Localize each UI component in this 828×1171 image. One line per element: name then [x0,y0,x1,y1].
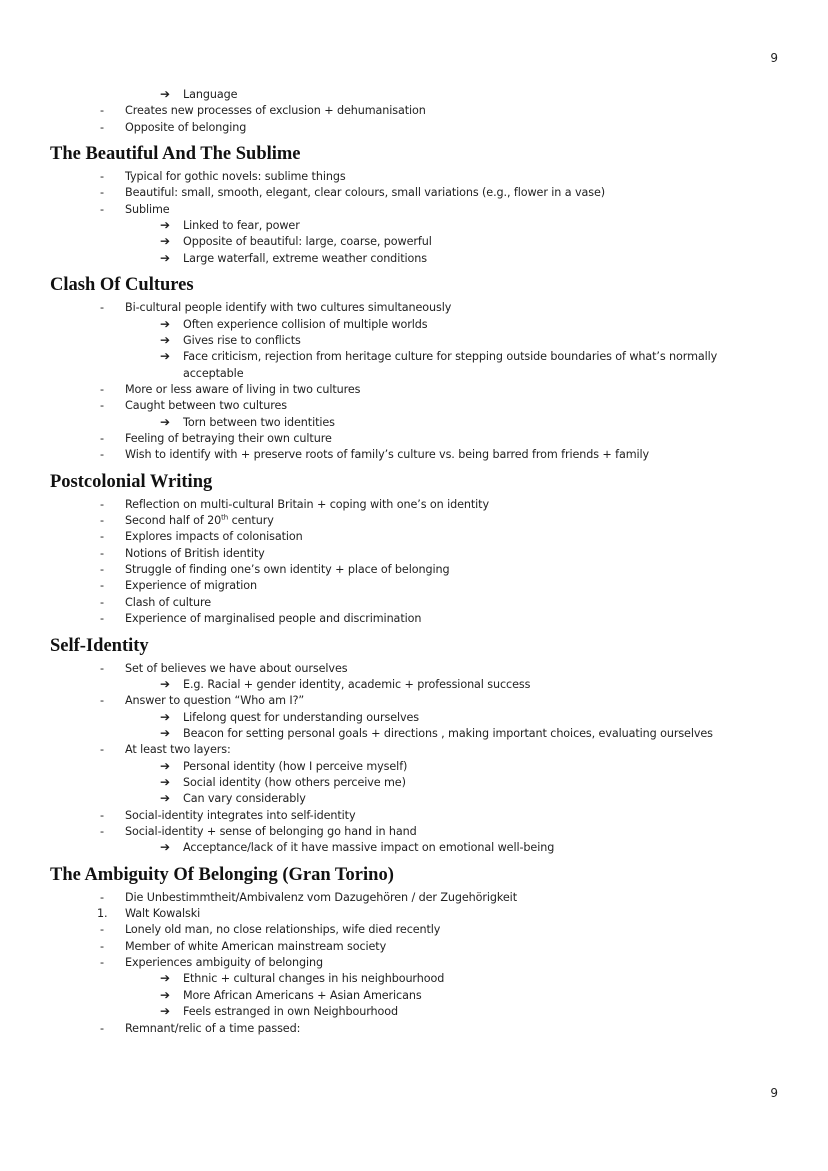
bullet-text: Beautiful: small, smooth, elegant, clear colours, small variations (e.g., flower in a vase) [125,186,606,200]
bullet-text: Caught between two cultures [125,399,287,413]
dash-marker: - [100,448,104,462]
bullet-text: Lonely old man, no close relationships, wife died recently [125,923,441,937]
bullet-text: Member of white American mainstream society [125,939,387,953]
bullet-text: Sublime [125,202,170,216]
bullet-text: Experience of migration [125,579,257,593]
arrow-right-icon: ➔ [160,774,170,789]
bullet-text: More or less aware of living in two cultures [125,382,361,396]
section-heading: The Ambiguity Of Belonging (Gran Torino) [50,864,394,885]
bullet-text: Wish to identify with + preserve roots of family’s culture vs. being barred from friends + family [125,448,650,462]
dash-marker: - [100,743,104,757]
bullet-text: Ethnic + cultural changes in his neighbourhood [183,972,445,986]
arrow-right-icon: ➔ [160,1004,170,1019]
dash-marker: - [100,694,104,708]
list-number: 1. [97,907,108,920]
bullet-text: E.g. Racial + gender identity, academic + professional success [183,677,531,691]
dash-marker: - [100,579,104,593]
bullet-text: Can vary considerably [183,792,306,806]
arrow-right-icon: ➔ [160,87,170,101]
bullet-text: Explores impacts of colonisation [125,530,303,544]
dash-marker: - [100,923,104,937]
dash-marker: - [100,808,104,822]
bullet-text: Beacon for setting personal goals + directions , making important choices, evaluating ourselves [183,726,713,740]
arrow-right-icon: ➔ [160,414,170,429]
bullet-text: Feels estranged in own Neighbourhood [183,1005,399,1019]
dash-marker: - [100,202,104,216]
bullet-text: At least two layers: [125,743,231,757]
arrow-right-icon: ➔ [160,791,170,806]
bullet-text-part: Second half of 20 [125,514,222,527]
bullet-text: Social-identity + sense of belonging go hand in hand [125,825,417,838]
dash-marker: - [100,956,104,970]
bullet-text: Clash of culture [125,595,212,609]
bullet-text: Linked to fear, power [183,219,300,233]
bullet-text: Social-identity integrates into self-identity [125,808,356,822]
dash-marker: - [100,939,104,953]
arrow-right-icon: ➔ [160,758,170,773]
arrow-right-icon: ➔ [160,250,170,265]
dash-marker: - [100,661,104,675]
bullet-text: Die Unbestimmtheit/Ambivalenz vom Dazugehören / der Zugehörigkeit [125,890,517,904]
section-heading: Clash Of Cultures [50,275,194,296]
bullet-text: Reflection on multi-cultural Britain + coping with one’s on identity [125,497,489,511]
bullet-text: Remnant/relic of a time passed: [125,1021,301,1035]
bullet-text: Typical for gothic novels: sublime things [125,170,346,183]
dash-marker: - [100,432,104,445]
dash-marker: - [100,563,104,577]
section-heading: Postcolonial Writing [50,471,213,492]
bullet-text: Large waterfall, extreme weather conditions [183,251,427,265]
dash-marker: - [100,514,104,527]
bullet-text: Personal identity (how I perceive myself) [183,759,408,773]
dash-marker: - [100,825,104,838]
bullet-text: Face criticism, rejection from heritage culture for stepping outside boundaries of what’s normally [183,350,718,364]
bullet-text: Creates new processes of exclusion + dehumanisation [125,104,426,118]
dash-marker: - [100,890,104,904]
arrow-right-icon: ➔ [160,316,170,331]
arrow-right-icon: ➔ [160,987,170,1002]
dash-marker: - [100,1021,104,1035]
bullet-text: Struggle of finding one’s own identity + place of belonging [125,563,450,577]
section-heading: The Beautiful And The Sublime [50,144,301,164]
dash-marker: - [100,399,104,413]
bullet-text: Bi-cultural people identify with two cultures simultaneously [125,301,452,315]
bullet-text: Experiences ambiguity of belonging [125,956,323,970]
bullet-text: Experience of marginalised people and discrimination [125,612,422,626]
bullet-text: Notions of British identity [125,546,265,560]
bullet-text: Feeling of betraying their own culture [125,432,332,445]
dash-marker: - [100,497,104,511]
page-number-top: 9 [770,51,778,65]
arrow-right-icon: ➔ [160,676,170,691]
arrow-right-icon: ➔ [160,709,170,724]
dash-marker: - [100,170,104,183]
bullet-text: Lifelong quest for understanding ourselves [183,710,420,724]
bullet-text-part: century [228,514,274,527]
page-number-bottom: 9 [770,1086,778,1100]
bullet-text: Acceptance/lack of it have massive impact on emotional well-being [183,841,555,855]
dash-marker: - [100,301,104,315]
bullet-text [125,513,274,528]
bullet-text: Social identity (how others perceive me) [183,775,406,789]
dash-marker: - [100,120,104,134]
dash-marker: - [100,104,104,118]
bullet-text: Set of believes we have about ourselves [125,661,348,675]
superscript: th [221,513,229,522]
bullet-text: Language [183,88,238,101]
arrow-right-icon: ➔ [160,218,170,233]
section-heading: Self-Identity [50,635,149,656]
arrow-right-icon: ➔ [160,840,170,855]
bullet-text: Opposite of beautiful: large, coarse, powerful [183,235,432,249]
arrow-right-icon: ➔ [160,971,170,986]
bullet-text: Walt Kowalski [125,907,201,920]
dash-marker: - [100,546,104,560]
dash-marker: - [100,186,104,200]
bullet-text: acceptable [183,366,244,380]
arrow-right-icon: ➔ [160,234,170,249]
bullet-text: Answer to question “Who am I?” [125,694,305,708]
bullet-text: Gives rise to conflicts [183,333,301,347]
arrow-right-icon: ➔ [160,725,170,740]
bullet-text: Opposite of belonging [125,120,247,134]
bullet-text: More African Americans + Asian Americans [183,988,422,1002]
dash-marker: - [100,595,104,609]
dash-marker: - [100,382,104,396]
dash-marker: - [100,530,104,544]
arrow-right-icon: ➔ [160,332,170,347]
dash-marker: - [100,612,104,626]
arrow-right-icon: ➔ [160,349,170,364]
bullet-text: Torn between two identities [183,415,335,429]
bullet-text: Often experience collision of multiple worlds [183,317,428,331]
